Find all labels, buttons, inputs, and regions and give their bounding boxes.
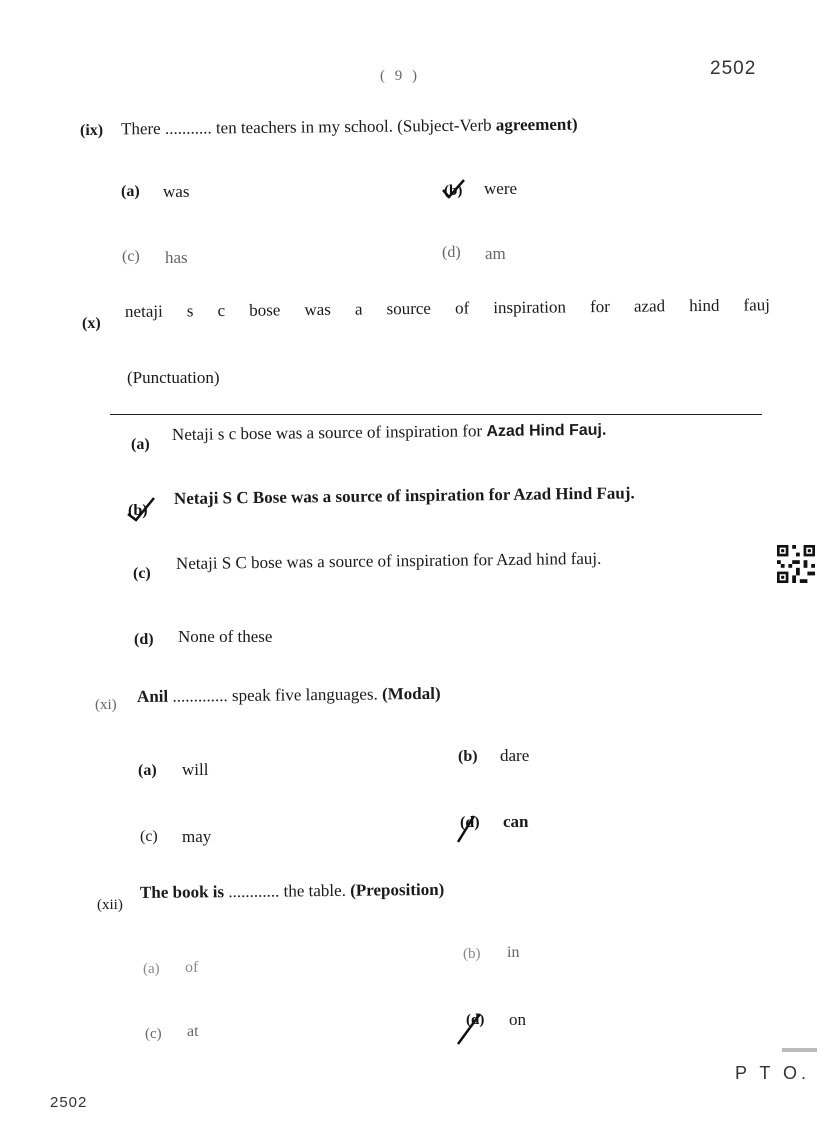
question-number: (ix)	[80, 122, 104, 139]
option-text: at	[187, 1023, 199, 1040]
option-text: in	[507, 944, 520, 961]
svg-text:(b): (b)	[128, 502, 148, 519]
pto-label: P T O.	[735, 1063, 811, 1083]
option-text: will	[182, 760, 209, 779]
question-number: (x)	[82, 315, 101, 332]
option-text: has	[165, 248, 188, 267]
option-text: on	[509, 1010, 526, 1029]
option-label: (c)	[140, 828, 158, 845]
option-text: can	[503, 812, 529, 831]
question-text: There ........... ten teachers in my school. (Subject-Verb agreement)	[120, 114, 578, 139]
option-text: of	[185, 959, 199, 976]
option-label: (a)	[121, 183, 140, 200]
question-tag: (Punctuation)	[127, 368, 220, 387]
tick-mark-icon	[456, 808, 486, 844]
answer-line	[110, 414, 762, 415]
option-label: (c)	[133, 565, 151, 582]
option-label: (a)	[131, 436, 150, 453]
tick-mark-icon	[456, 1006, 490, 1046]
qr-code-icon	[776, 545, 816, 583]
svg-text:(d): (d)	[466, 1012, 485, 1028]
option-label: (c)	[145, 1026, 162, 1042]
paper-code-footer: 2502	[50, 1094, 88, 1111]
option-text: am	[485, 244, 506, 263]
question-text: netaji s c bose was a source of inspiration for azad hind fauj	[124, 295, 771, 321]
option-text: Netaji S C bose was a source of inspiration for Azad hind fauj.	[175, 548, 602, 573]
page-number: ( 9 )	[380, 68, 420, 84]
option-text: may	[182, 827, 212, 846]
paper-code-header: 2502	[710, 58, 757, 79]
option-label: (b)	[463, 946, 481, 962]
option-text: dare	[500, 746, 530, 765]
option-label: (c)	[122, 248, 140, 265]
option-text: Netaji s c bose was a source of inspiration for Azad Hind Fauj.	[171, 421, 607, 444]
option-label: (a)	[138, 762, 157, 779]
option-text: were	[484, 179, 518, 198]
tick-mark-icon	[126, 496, 156, 522]
svg-text:(d): (d)	[460, 814, 480, 831]
svg-text:(b): (b)	[444, 183, 463, 199]
option-label: (a)	[143, 961, 160, 977]
scan-smudge	[782, 1048, 817, 1052]
question-text: The book is ............ the table. (Preposition)	[139, 879, 445, 902]
option-text: was	[163, 182, 190, 201]
option-label: (b)	[458, 748, 478, 765]
question-number: (xi)	[95, 697, 117, 713]
option-label: (d)	[442, 244, 461, 261]
question-text: Anil ............. speak five languages. (Modal)	[136, 683, 441, 706]
tick-mark-icon	[440, 178, 466, 200]
question-number: (xii)	[97, 897, 123, 913]
option-text: Netaji S C Bose was a source of inspiration for Azad Hind Fauj.	[173, 483, 635, 508]
option-label: (d)	[134, 631, 154, 648]
option-text: None of these	[178, 627, 273, 646]
